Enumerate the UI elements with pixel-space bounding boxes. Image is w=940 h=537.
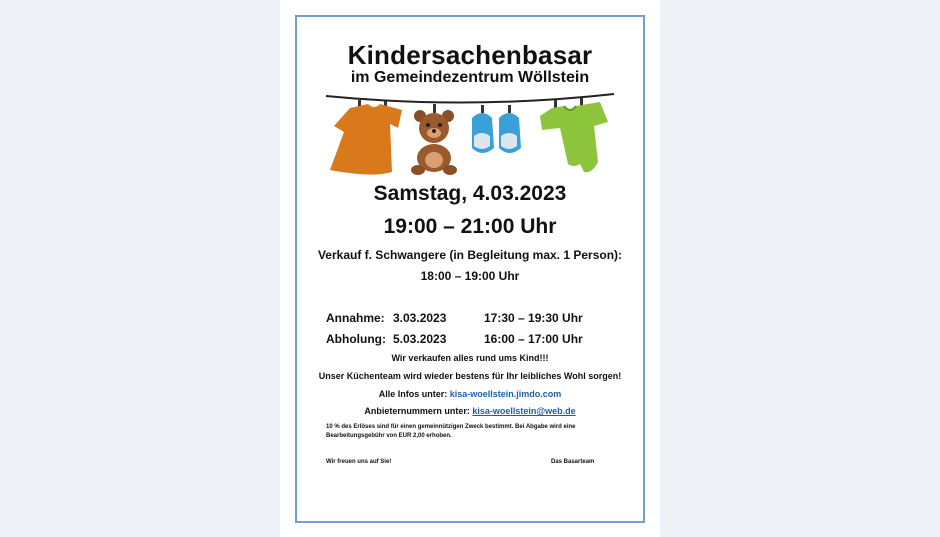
schedule-time: 17:30 – 19:30 Uhr: [484, 311, 583, 325]
schedule-date: 5.03.2023: [393, 332, 447, 346]
clothesline-icon: [322, 88, 618, 180]
pregnant-sale-label: Verkauf f. Schwangere (in Begleitung max. 1 Person):: [317, 248, 623, 262]
sell-line: Wir verkaufen alles rund ums Kind!!!: [391, 353, 549, 363]
schedule-date: 3.03.2023: [393, 311, 447, 325]
event-time: 19:00 – 21:00 Uhr: [383, 215, 557, 238]
fine-print: 10 % des Erlöses sind für einen gemeinnützigen Zweck bestimmt. Bei Abgabe wird eine Bearbeitungsgebühr von EUR 2,00 erhoben.: [326, 424, 576, 439]
tshirt-icon: [330, 100, 402, 175]
flyer-subtitle: im Gemeindezentrum Wöllstein: [350, 69, 590, 86]
flyer-title: Kindersachenbasar: [347, 40, 593, 70]
onesie-icon: [540, 98, 608, 172]
seller-email-link[interactable]: kisa-woellstein@web.de: [472, 406, 576, 416]
footer-signature: Das Basarteam: [551, 459, 595, 465]
teddy-bear-icon: [411, 104, 457, 175]
pregnant-sale-time: 18:00 – 19:00 Uhr: [420, 269, 520, 283]
event-date: Samstag, 4.03.2023: [373, 182, 567, 205]
schedule-label: Abholung:: [326, 332, 386, 346]
kitchen-line: Unser Küchenteam wird wieder bestens für Ihr leibliches Wohl sorgen!: [318, 371, 622, 381]
info-link[interactable]: kisa-woellstein.jimdo.com: [449, 389, 562, 399]
footer-greeting: Wir freuen uns auf Sie!: [326, 459, 392, 465]
info-line: [0, 389, 940, 399]
seller-label: Anbieternummern unter:: [364, 406, 470, 416]
info-label: Alle Infos unter:: [378, 389, 448, 399]
schedule-label: Annahme:: [326, 311, 385, 325]
baby-shoes-icon: [472, 105, 521, 153]
schedule-time: 16:00 – 17:00 Uhr: [484, 332, 583, 346]
seller-line: [0, 406, 940, 416]
